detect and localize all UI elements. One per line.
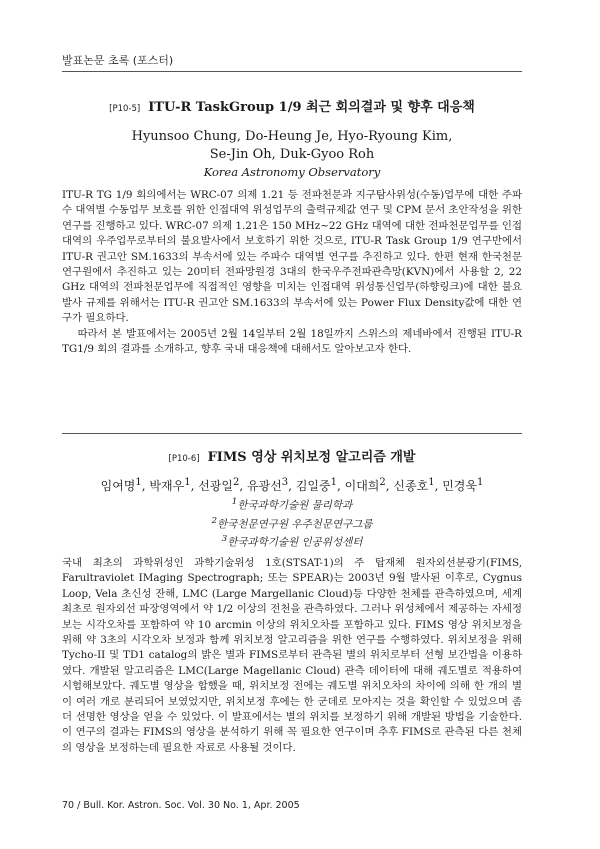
paragraph-1: 국내 최초의 과학위성인 과학기술위성 1호(STSAT-1)의 주 탑재체 원자외선분광기(FIMS, Farultraviolet IMaging Spectrograph; 또는 SPEAR)는 2003년 9월 발사된 이후로, Cygnus Loop, Vela 초신성 잔해, LMC (Large Margellanic Cloud)등 다양한 천체를 관측하였으며, 세계최초로 원자외선 파장영역에서 약 1/2 이상의 전천을 관측하였다. 그러나 위성체에서 제공하는 자세정보는 시각오차를 포함하여 약 10 arcmin 이상의 위치오차를 포함하고 있다. FIMS 영상 위치보정을 위해 약 3초의 시각오차 보정과 함께 위치보정 알고리즘을 위한 연구를 수행하였다. 위치보정을 위해 Tycho-II 및 TD1 catalog의 밝은 별과 FIMS로부터 관측된 별의 위치로부터 선형 보간법을 이용하였다. 개발된 알고리즘은 LMC(Large Magellanic Cloud) 관측 데이터에 대해 궤도별로 적용하여 시험해보았다. 궤도별 영상을 합했을 때, 위치보정 전에는 궤도별 위치오차의 차이에 의해 한 개의 별이 여러 개로 분리되어 보였었지만, 위치보정 후에는 한 군데로 모아지는 것을 확인할 수 있었으며 좀 더 선명한 영상을 얻을 수 있었다. 이 발표에서는 별의 위치를 보정하기 위해 개발된 방법을 기술한다. 이 연구의 결과는 FIMS의 영상을 분석하기 위해 꼭 필요한 연구이며 추후 FIMS로 관측된 다른 천체의 영상을 보정하는데 필요한 자료로 사용될 것이다. [62,557,522,754]
author-line-1: Hyunsoo Chung, Do-Heung Je, Hyo-Ryoung Kim, [131,129,453,144]
affiliation: Korea Astronomy Observatory [203,165,381,179]
author-list [62,128,522,164]
abstract-title-line [62,96,522,115]
author: 박재우$^1$ [149,477,191,493]
header-rule [62,71,522,72]
author: 김일중$^1$ [295,477,337,493]
affiliation: $^2$한국천문연구원 우주천문연구그룹 [211,515,373,530]
abstract-body [62,188,522,357]
affiliation: $^1$한국과학기술원 물리학과 [231,497,353,512]
author: 유광선$^3$ [247,477,289,493]
author: 이대희$^2$ [344,477,386,493]
affiliation-list [62,495,522,551]
page-footer: 70 / Bull. Kor. Astron. Soc. Vol. 30 No. 1, Apr. 2005 [62,800,300,811]
abstract-body [62,556,522,756]
author: 임여명$^1$ [100,477,142,493]
author: 선광일$^2$ [198,477,240,493]
abstract-code: [P10-5] [109,104,141,114]
author: 민경욱$^1$ [442,477,484,493]
author-line-2: Se-Jin Oh, Duk-Gyoo Roh [209,147,375,162]
divider-rule [62,433,522,434]
abstract-title: FIMS 영상 위치보정 알고리즘 개발 [207,450,416,465]
paragraph-2: 따라서 본 발표에서는 2005년 2월 14일부터 2월 18일까지 스위스의 제네바에서 진행된 ITU-R TG1/9 회의 결과를 소개하고, 향후 국내 대응책에 대해서도 알아보고자 한다. [62,327,522,356]
abstract-title-line [62,446,522,465]
author-list: 임여명$^1$, 박재우$^1$, 선광일$^2$, 유광선$^3$, 김일중$^1$, 이대희$^2$, 신종호$^1$, 민경욱$^1$ [100,477,484,493]
abstract-code: [P10-6] [168,454,200,464]
author: 신종호$^1$ [393,477,435,493]
affiliation: $^3$한국과학기술원 인공위성센터 [221,534,363,549]
paragraph-1: ITU-R TG 1/9 회의에서는 WRC-07 의제 1.21 등 전파천문과 지구탐사위성(수동)업무에 대한 주파수 대역별 수동업무 보호를 위한 인접대역 위성업무의 출력규제값 연구 및 CPM 문서 초안작성을 위한 연구를 진행하고 있다. WRC-07 의제 1.21은 150 MHz~22 GHz 대역에 대한 전파천문업무를 인접대역의 우주업무로부터의 불요발사에서 보호하기 위한 것으로, ITU-R Task Group 1/9 연구반에서 ITU-R 권고안 SM.1633의 부속서에 있는 주파수 대역별 연구를 추진하고 있다. 한편 현재 한국천문연구원에서 추진하고 있는 20미터 전파망원경 3대의 한국우주전파관측망(KVN)에서 사용할 2, 22 GHz 대역의 전파천문업무에 직접적인 영향을 미치는 인접대역 위성통신업무(하향링크)에 대한 불요발사 규제를 위해서는 ITU-R 권고안 SM.1633의 부속서에 있는 Power Flux Density값에 대한 연구가 필요하다. [62,189,522,325]
section-header: 발표논문 초록 (포스터) [62,54,174,67]
abstract-title: ITU-R TaskGroup 1/9 최근 회의결과 및 향후 대응책 [148,100,475,115]
